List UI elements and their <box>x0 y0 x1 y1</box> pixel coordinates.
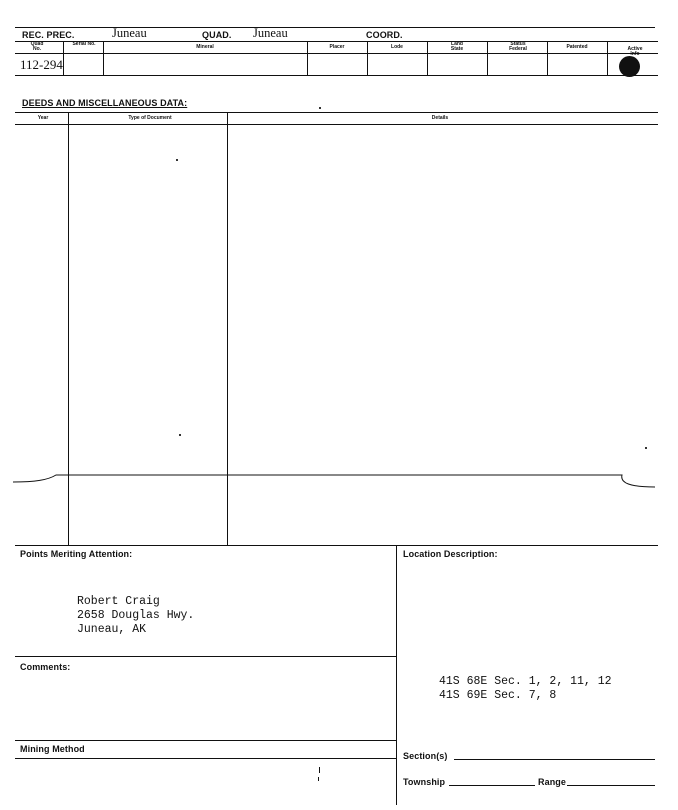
speck <box>176 159 178 161</box>
township-underline <box>449 785 535 786</box>
sections-underline <box>454 759 655 760</box>
rec-prec-label: REC. PREC. <box>22 30 75 40</box>
top-border-line <box>15 27 655 28</box>
points-label: Points Meriting Attention: <box>20 549 133 559</box>
header-rule <box>15 41 658 42</box>
deeds-title: DEEDS AND MISCELLANEOUS DATA: <box>22 98 188 108</box>
col-divider <box>63 41 64 75</box>
range-label: Range <box>538 777 567 787</box>
record-row-rule <box>15 75 658 76</box>
deeds-type-header: Type of Document <box>128 115 172 121</box>
coord-label: COORD. <box>366 30 403 40</box>
tick-mark <box>319 767 320 773</box>
col-divider <box>307 41 308 75</box>
col-divider <box>487 41 488 75</box>
col-status-federal: Status Federal <box>509 41 527 52</box>
col-mineral: Mineral <box>196 44 214 50</box>
col-serial-no: Serial No. <box>72 41 96 47</box>
col-patented: Patented <box>566 44 588 50</box>
comments-rule <box>15 656 396 657</box>
township-label: Township <box>403 777 446 787</box>
col-placer: Placer <box>329 44 345 50</box>
col-divider <box>547 41 548 75</box>
location-line2: 41S 69E Sec. 7, 8 <box>439 689 557 702</box>
column-header-rule <box>15 53 658 54</box>
speck <box>179 434 181 436</box>
col-lode: Lode <box>391 44 403 50</box>
col-quad-no: Quad No. <box>30 41 44 52</box>
bottom-center-divider <box>396 545 397 805</box>
bottom-section-rule <box>15 545 658 546</box>
quad-value: Juneau <box>253 26 288 40</box>
points-name: Robert Craig <box>77 595 160 608</box>
active-marker-dot <box>619 56 640 77</box>
mining-method-label: Mining Method <box>20 744 85 754</box>
comments-label: Comments: <box>20 662 71 672</box>
speck <box>645 447 647 449</box>
col-divider <box>427 41 428 75</box>
deeds-header-rule <box>15 124 658 125</box>
points-address: 2658 Douglas Hwy. <box>77 609 195 622</box>
deeds-top-rule <box>15 112 658 113</box>
location-line1: 41S 68E Sec. 1, 2, 11, 12 <box>439 675 612 688</box>
rec-prec-value: Juneau <box>112 26 147 40</box>
col-land-state: Land State <box>450 41 464 52</box>
points-city: Juneau, AK <box>77 623 147 636</box>
speck <box>319 107 321 109</box>
mining-underline <box>15 758 396 759</box>
fold-line <box>0 465 678 495</box>
range-underline <box>567 785 655 786</box>
location-label: Location Description: <box>403 549 498 559</box>
mining-rule <box>15 740 396 741</box>
col-divider <box>367 41 368 75</box>
col-divider <box>103 41 104 75</box>
quad-label: QUAD. <box>202 30 232 40</box>
tick-mark <box>318 777 319 781</box>
deeds-year-header: Year <box>37 115 49 121</box>
col-active-info: Active Info <box>627 46 643 57</box>
deeds-details-header: Details <box>431 115 449 121</box>
sections-label: Section(s) <box>403 751 448 761</box>
quad-serial-value: 112-294 <box>20 57 63 72</box>
col-divider <box>607 41 608 75</box>
